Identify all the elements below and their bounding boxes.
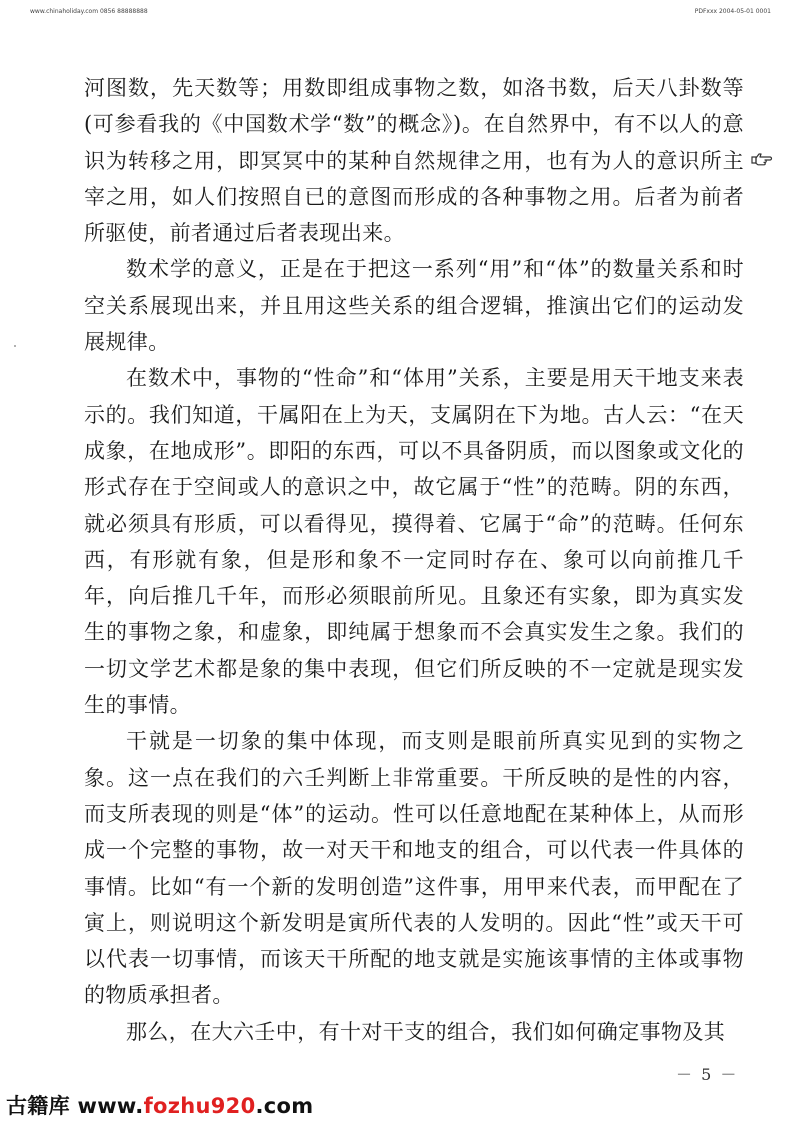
header-left-text: www.chinaholiday.com 0856 88888888 [30,8,148,15]
header-right-text: PDFxxx 2004-05-01 0001 [694,8,771,15]
page-body [84,70,744,1050]
paragraph-2: 数术学的意义，正是在于把这一系列“用”和“体”的数量关系和时空关系展现出来，并且用这些关系的组合逻辑，推演出它们的运动发展规律。 [84,257,744,355]
watermark-suffix: .com [255,1094,314,1118]
watermark-prefix: www. [69,1094,144,1118]
watermark-name: 古籍库 [6,1094,70,1118]
scan-speck [14,345,16,347]
watermark-site[interactable] [6,1090,313,1120]
hand-pointer-icon [751,150,773,166]
paragraph-4: 干就是一切象的集中体现，而支则是眼前所真实见到的实物之象。这一点在我们的六壬判断上非常重要。干所反映的是性的内容，而支所表现的则是“体”的运动。性可以任意地配在某种体上，从而形成一个完整的事物，故一对天干和地支的组合，可以代表一件具体的事情。比如“有一个新的发明创造”这件事，用甲来代表，而甲配在了寅上，则说明这个新发明是寅所代表的人发明的。因此“性”或天干可以代表一切事情，而该天干所配的地支就是实施该事情的主体或事物的物质承担者。 [84,729,744,1008]
watermark-domain: fozhu920 [143,1094,256,1118]
paragraph-3: 在数术中，事物的“性命”和“体用”关系，主要是用天干地支来表示的。我们知道，干属阳在上为天，支属阴在下为地。古人云：“在天成象，在地成形”。即阳的东西，可以不具备阴质，而以图象或文化的形式存在于空间或人的意识之中，故它属于“性”的范畴。阴的东西，就必须具有形质，可以看得见，摸得着、它属于“命”的范畴。任何东西，有形就有象，但是形和象不一定同时存在、象可以向前推几千年，向后推几千年，而形必须眼前所见。且象还有实象，即为真实发生的事物之象，和虚象，即纯属于想象而不会真实发生之象。我们的一切文学艺术都是象的集中表现，但它们所反映的不一定就是现实发生的事情。 [84,366,744,718]
page-number: － 5 － [676,1065,739,1084]
paragraph-1: 河图数，先天数等；用数即组成事物之数，如洛书数，后天八卦数等(可参看我的《中国数术学“数”的概念》)。在自然界中，有不以人的意识为转移之用，即冥冥中的某种自然规律之用，也有为人的意识所主宰之用，如人们按照自已的意图而形成的各种事物之用。后者为前者所驱使，前者通过后者表现出来。 [84,76,744,246]
paragraph-5: 那么，在大六壬中，有十对干支的组合，我们如何确定事物及其 [126,1019,726,1044]
